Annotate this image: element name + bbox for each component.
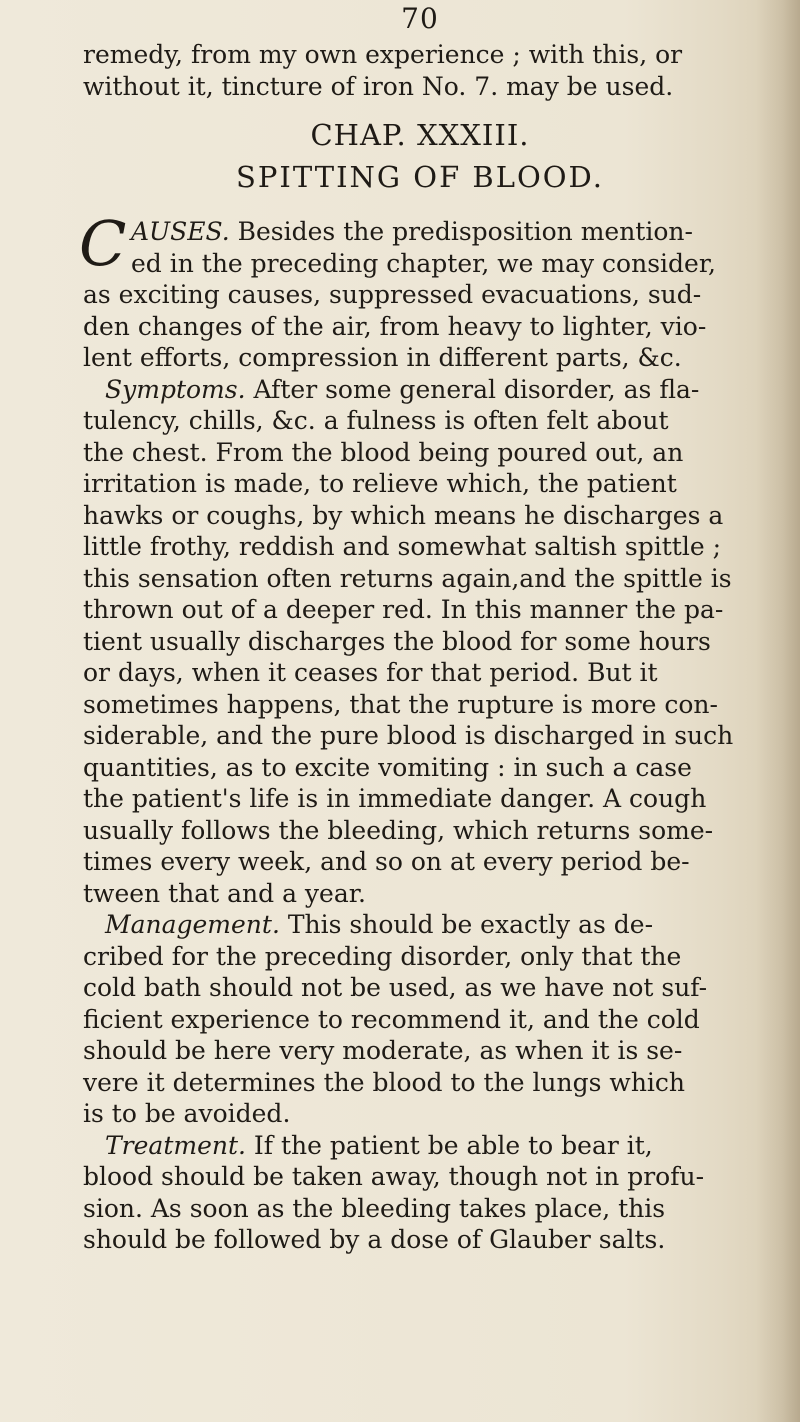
text-line: tient usually discharges the blood for some hours	[83, 626, 711, 656]
text-line: the patient's life is in immediate danger. A cough	[83, 784, 707, 813]
chapter-number: CHAP. XXXIII.	[310, 118, 530, 152]
causes-first-line: AUSES. Besides the predisposition mention-	[131, 217, 693, 246]
text-line: hawks or coughs, by which means he discharges a	[83, 500, 724, 530]
text-line: ed in the preceding chapter, we may consider,	[131, 248, 716, 278]
text-line: should be followed by a dose of Glauber salts.	[83, 1225, 666, 1254]
text-line: this sensation often returns again,and the spittle is	[83, 563, 732, 593]
drop-cap: C	[79, 207, 127, 280]
text-line: sometimes happens, that the rupture is more con-	[83, 689, 718, 719]
text-line: cold bath should not be used, as we have not suf-	[83, 973, 708, 1002]
text-line: ficient experience to recommend it, and the cold	[83, 1004, 700, 1034]
text-line: usually follows the bleeding, which returns some-	[83, 815, 714, 845]
text-line: times every week, and so on at every period be-	[83, 847, 690, 876]
text-line: sion. As soon as the bleeding takes place, this	[83, 1193, 666, 1223]
text-line: lent efforts, compression in different parts, &c.	[83, 343, 682, 372]
treatment-first-line: Treatment. If the patient be able to bear it,	[105, 1130, 653, 1160]
text-line: little frothy, reddish and somewhat saltish spittle ;	[83, 532, 722, 561]
chapter-title: SPITTING OF BLOOD.	[236, 160, 604, 194]
treatment-label: Treatment.	[105, 1130, 246, 1160]
text-line: should be here very moderate, as when it is se-	[83, 1036, 683, 1065]
text-line: without it, tincture of iron No. 7. may be used.	[83, 71, 674, 101]
management-label: Management.	[105, 910, 280, 939]
text-line: tween that and a year.	[83, 878, 366, 908]
text-line: cribed for the preceding disorder, only that the	[83, 941, 682, 971]
text-line: den changes of the air, from heavy to lighter, vio-	[83, 311, 707, 341]
continued-text	[83, 39, 773, 102]
text-line: irritation is made, to relieve which, the patient	[83, 469, 677, 498]
text-line: tulency, chills, &c. a fulness is often felt about	[83, 406, 669, 435]
chapter-body	[83, 216, 773, 1256]
text-line: quantities, as to excite vomiting : in such a case	[83, 752, 692, 782]
text-line: thrown out of a deeper red. In this manner the pa-	[83, 595, 724, 624]
text-line: remedy, from my own experience ; with this, or	[83, 40, 683, 69]
text-line: the chest. From the blood being poured out, an	[83, 437, 684, 467]
symptoms-first-line: Symptoms. After some general disorder, as fla-	[105, 374, 700, 404]
text-line: is to be avoided.	[83, 1099, 291, 1128]
page-number: 70	[401, 2, 439, 35]
text-line: or days, when it ceases for that period. But it	[83, 658, 658, 687]
management-first-line: Management. This should be exactly as de-	[105, 910, 654, 939]
text-line: blood should be taken away, though not in profu-	[83, 1162, 705, 1191]
text-line: vere it determines the blood to the lungs which	[83, 1067, 686, 1097]
symptoms-label: Symptoms.	[105, 374, 246, 404]
causes-label: AUSES.	[131, 217, 230, 246]
text-line: as exciting causes, suppressed evacuations, sud-	[83, 280, 702, 309]
text-line: siderable, and the pure blood is discharged in such	[83, 721, 734, 750]
